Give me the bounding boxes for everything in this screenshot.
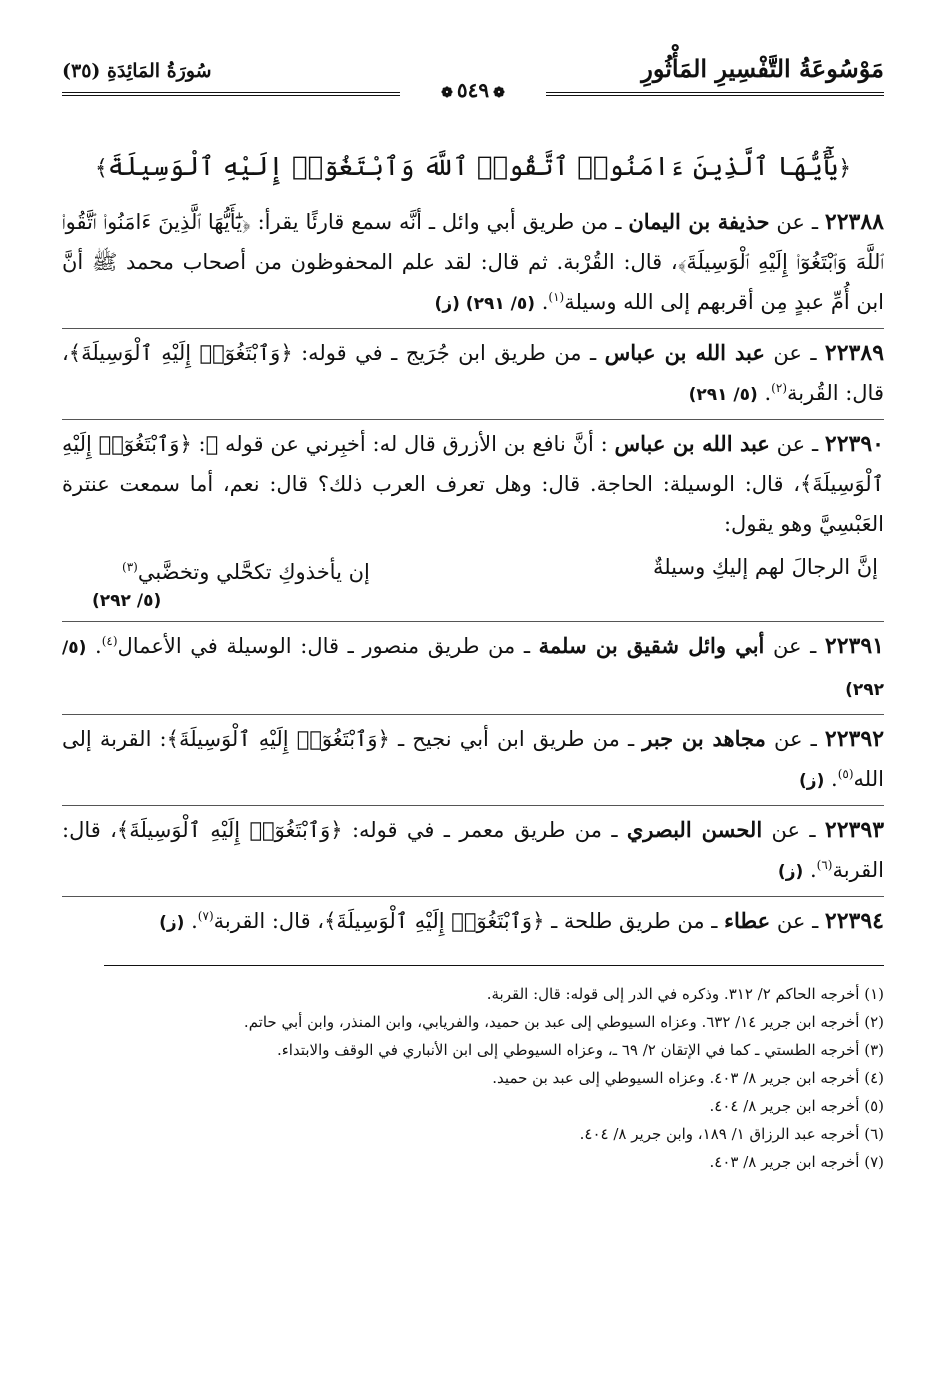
quran-text: وَٱبْتَغُوٓا۟ إِلَيْهِ ٱلْوَسِيلَةَ bbox=[81, 341, 281, 365]
footnote: (٥) أخرجه ابن جرير ٨/ ٤٠٤. bbox=[709, 1097, 884, 1115]
footnote: (١) أخرجه الحاكم ٢/ ٣١٢. وذكره في الدر إلى قوله: قال: القربة. bbox=[486, 985, 884, 1003]
entry-divider bbox=[62, 805, 884, 806]
page-header bbox=[62, 52, 884, 108]
quran-quote: ﴿وَٱبْتَغُوٓا۟ إِلَيْهِ ٱلْوَسِيلَةَ﴾ bbox=[324, 909, 545, 933]
verse-heading bbox=[62, 152, 884, 182]
hadith-entry bbox=[62, 626, 884, 710]
ornament-icon: ❁ bbox=[493, 85, 505, 101]
entry-divider bbox=[62, 896, 884, 897]
quran-text: وَٱبْتَغُوٓا۟ إِلَيْهِ ٱلْوَسِيلَةَ bbox=[336, 909, 533, 933]
footnote-marker: (٥) bbox=[837, 767, 854, 781]
entry-text: ـ عن bbox=[776, 909, 819, 933]
entry-text: ـ عن bbox=[773, 727, 817, 751]
hadith-entry bbox=[62, 901, 884, 943]
footnote-marker: (٧) bbox=[197, 909, 214, 923]
page-number-box bbox=[437, 78, 509, 102]
footnote-divider bbox=[104, 965, 884, 966]
source-ref: (ز) bbox=[159, 913, 185, 933]
entry-number: ٢٢٣٨٨ bbox=[824, 209, 884, 235]
page-number: ٥٤٩ bbox=[456, 78, 490, 102]
header-rule-right bbox=[546, 92, 884, 96]
entry-number: ٢٢٣٨٩ bbox=[824, 340, 885, 366]
entry-text: ، قال: القُرْبة. ثم قال: لقد علم المحفوظون من أصحاب محمد ﷺ أنَّ ابن أُمِّ عبدٍ مِن أقربهم إلى الله وسيلة bbox=[62, 250, 884, 314]
footnote-marker: (٢) bbox=[771, 381, 787, 395]
verse-text: يَٰٓأَيُّهَا ٱلَّذِينَ ءَامَنُوا۟ ٱتَّقُوا۟ ٱللَّهَ وَٱبْتَغُوٓا۟ إِلَيْهِ ٱلْوَسِيلَةَ bbox=[107, 152, 839, 182]
entry-text: ـ عن bbox=[773, 634, 817, 658]
entry-text: ـ من طريق معمر ـ في قوله: bbox=[351, 818, 618, 842]
quran-quote: ﴿وَٱبْتَغُوٓا۟ إِلَيْهِ ٱلْوَسِيلَةَ﴾ bbox=[116, 818, 343, 842]
entry-text: ـ عن bbox=[773, 341, 817, 365]
entry-text: . bbox=[764, 381, 772, 405]
quran-text: وَٱبْتَغُوٓا۟ إِلَيْهِ ٱلْوَسِيلَةَ bbox=[178, 727, 378, 751]
ornament-icon: ❁ bbox=[441, 85, 453, 101]
narrator-name: مجاهد بن جبر bbox=[642, 726, 766, 751]
entry-text: . bbox=[541, 290, 549, 314]
entry-divider bbox=[62, 621, 884, 622]
entry-number: ٢٢٣٩٣ bbox=[824, 817, 885, 843]
entry-text: ، قال: القربة bbox=[62, 818, 884, 882]
entry-text: . bbox=[95, 634, 102, 658]
entry-text: . bbox=[191, 909, 198, 933]
surah-label: سُورَةُ المَائِدَةِ (٣٥) bbox=[62, 60, 212, 82]
entry-number: ٢٢٣٩١ bbox=[824, 633, 884, 659]
entry-text: : أنَّ نافع بن الأزرق قال له: أخبِرني عن قوله ﷻ: bbox=[198, 432, 608, 456]
footnote: (٤) أخرجه ابن جرير ٨/ ٤٠٣. وعزاه السيوطي إلى عبد بن حميد. bbox=[492, 1069, 884, 1087]
source-ref: (٥/ ٢٩١) (ز) bbox=[434, 294, 536, 314]
entry-text: ـ من طريق طلحة ـ bbox=[551, 909, 718, 933]
entry-text: ـ عن bbox=[776, 210, 818, 234]
footnote: (٢) أخرجه ابن جرير ١٤/ ٦٣٢. وعزاه السيوطي إلى عبد بن حميد، والفريابي، وابن المنذر، وابن أبي حاتم. bbox=[243, 1013, 884, 1031]
quran-text: يَٰٓأَيُّهَا ٱلَّذِينَ ءَامَنُوا۟ ٱتَّقُوا۟ ٱللَّهَ وَٱبْتَغُوٓا۟ إِلَيْهِ ٱلْوَسِيلَةَ bbox=[62, 210, 884, 274]
footnote: (٣) أخرجه الطستي ـ كما في الإتقان ٢/ ٦٩ ـ، وعزاه السيوطي إلى ابن الأنباري في الوقف والابتداء. bbox=[276, 1041, 884, 1059]
footnote-marker: (٣) bbox=[122, 560, 138, 574]
entry-number: ٢٢٣٩٢ bbox=[824, 726, 885, 752]
source-ref: (٥/ ٢٩١) bbox=[688, 385, 758, 405]
hadith-entry bbox=[62, 202, 884, 324]
entry-text: ـ عن bbox=[771, 818, 816, 842]
entry-text: : القربة إلى الله bbox=[62, 727, 884, 791]
entry-text: ـ من طريق ابن أبي نجيح ـ bbox=[397, 727, 635, 751]
source-ref: (ز) bbox=[777, 862, 804, 882]
quran-quote: ﴿وَٱبْتَغُوٓا۟ إِلَيْهِ ٱلْوَسِيلَةَ﴾ bbox=[62, 432, 884, 496]
entry-text: ـ من طريق منصور ـ قال: الوسيلة في الأعمال bbox=[117, 634, 531, 658]
source-ref: (٥/ ٢٩٢) bbox=[92, 591, 162, 611]
poem-verse bbox=[62, 548, 884, 591]
entry-text: . bbox=[809, 858, 817, 882]
entry-divider bbox=[62, 328, 884, 329]
source-ref: (٥/ ٢٩٢) bbox=[62, 638, 884, 700]
footnotes bbox=[62, 980, 884, 1176]
hadith-entry bbox=[62, 424, 884, 544]
entry-text: ـ من طريق ابن جُرَيج ـ في قوله: bbox=[301, 341, 597, 365]
entry-number: ٢٢٣٩٤ bbox=[824, 908, 884, 934]
narrator-name: أبي وائل شقيق بن سلمة bbox=[538, 633, 765, 658]
footnote: (٧) أخرجه ابن جرير ٨/ ٤٠٣. bbox=[709, 1153, 884, 1171]
source-ref: (ز) bbox=[799, 771, 825, 791]
quran-quote: ﴿وَٱبْتَغُوٓا۟ إِلَيْهِ ٱلْوَسِيلَةَ﴾ bbox=[166, 727, 390, 751]
bracket-open-icon: ﴿ bbox=[838, 156, 852, 181]
narrator-name: عبد الله بن عباس bbox=[614, 431, 770, 456]
bracket-close-icon: ﴾ bbox=[94, 156, 108, 181]
narrator-name: الحسن البصري bbox=[626, 817, 763, 842]
entry-text: ـ عن bbox=[776, 432, 819, 456]
footnote-marker: (١) bbox=[548, 290, 565, 304]
poem-hemistich-second: إن يأخذوكِ تكحَّلي وتخضَّبي$^{(٣)}$ bbox=[122, 560, 370, 584]
entry-text: ، قال: القُربة bbox=[62, 341, 884, 405]
quran-quote: ﴿وَٱبْتَغُوٓا۟ إِلَيْهِ ٱلْوَسِيلَةَ﴾ bbox=[68, 341, 293, 365]
hadith-entry bbox=[62, 810, 884, 892]
book-title: مَوْسُوعَةُ التَّفْسِيرِ المَأْثُورِ bbox=[641, 54, 884, 83]
quran-text: وَٱبْتَغُوٓا۟ إِلَيْهِ ٱلْوَسِيلَةَ bbox=[62, 432, 884, 496]
header-rule-left bbox=[62, 92, 400, 96]
hadith-entry bbox=[62, 333, 884, 415]
entry-text: ، قال: الوسيلة: الحاجة. قال: وهل تعرف العرب ذلك؟ قال: نعم، أما سمعت عنترة العَبْسِيَّ وهو يقول: bbox=[62, 472, 884, 536]
narrator-name: عطاء bbox=[724, 908, 771, 933]
footnote-marker: (٦) bbox=[816, 858, 833, 872]
quran-quote: ﴿يَٰٓأَيُّهَا ٱلَّذِينَ ءَامَنُوا۟ ٱتَّقُوا۟ ٱللَّهَ وَٱبْتَغُوٓا۟ إِلَيْهِ ٱلْوَسِيلَةَ﴾ bbox=[62, 210, 884, 274]
narrator-name: عبد الله بن عباس bbox=[604, 340, 765, 365]
footnote: (٦) أخرجه عبد الرزاق ١/ ١٨٩، وابن جرير ٨/ ٤٠٤. bbox=[579, 1125, 884, 1143]
footnote-marker: (٤) bbox=[101, 634, 118, 648]
entry-divider bbox=[62, 714, 884, 715]
poem-hemistich-first: إنَّ الرجالَ لهم إليكِ وسيلةٌ bbox=[652, 555, 878, 579]
entry-text: ، قال: القربة bbox=[213, 909, 325, 933]
hadith-entry bbox=[62, 719, 884, 801]
entry-divider bbox=[62, 419, 884, 420]
entry-text: ـ من طريق أبي وائل ـ أنَّه سمع قارئًا يقرأ: bbox=[257, 210, 622, 234]
narrator-name: حذيفة بن اليمان bbox=[628, 209, 770, 234]
quran-text: وَٱبْتَغُوٓا۟ إِلَيْهِ ٱلْوَسِيلَةَ bbox=[129, 818, 331, 842]
page bbox=[62, 52, 884, 1176]
entry-number: ٢٢٣٩٠ bbox=[824, 431, 884, 457]
entry-text: . bbox=[831, 767, 838, 791]
